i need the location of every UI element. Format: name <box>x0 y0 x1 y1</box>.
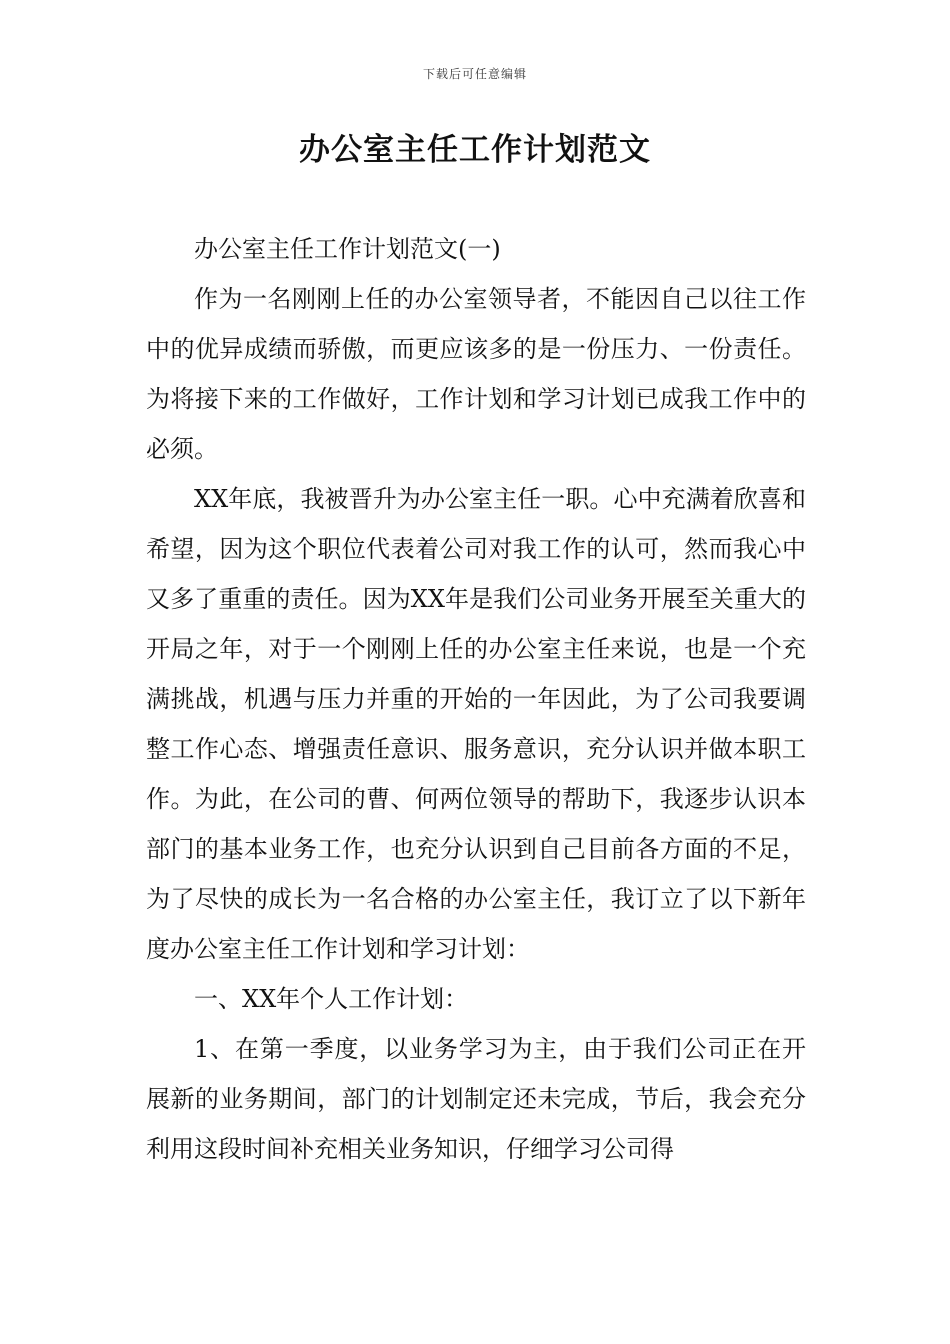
paragraph: XX年底，我被晋升为办公室主任一职。心中充满着欣喜和希望，因为这个职位代表着公司对我工作的认可，然而我心中又多了重重的责任。因为XX年是我们公司业务开展至关重大的开局之年，对于一个刚刚上任的办公室主任来说，也是一个充满挑战，机遇与压力并重的开始的一年因此，为了公司我要调整工作心态、增强责任意识、服务意识，充分认识并做本职工作。为此，在公司的曹、何两位领导的帮助下，我逐步认识本部门的基本业务工作，也充分认识到自己目前各方面的不足，为了尽快的成长为一名合格的办公室主任，我订立了以下新年度办公室主任工作计划和学习计划： <box>146 485 806 963</box>
section-heading: 办公室主任工作计划范文(一) <box>194 235 501 263</box>
document-body <box>146 224 806 1174</box>
document-title: 办公室主任工作计划范文 <box>299 132 651 168</box>
paragraph: 1、在第一季度，以业务学习为主，由于我们公司正在开展新的业务期间，部门的计划制定还未完成，节后，我会充分利用这段时间补充相关业务知识，仔细学习公司得 <box>146 1035 806 1163</box>
paragraph: 作为一名刚刚上任的办公室领导者，不能因自己以往工作中的优异成绩而骄傲，而更应该多的是一份压力、一份责任。为将接下来的工作做好，工作计划和学习计划已成我工作中的必须。 <box>146 285 806 463</box>
section-subheading: 一、XX年个人工作计划： <box>194 985 469 1013</box>
header-note: 下载后可任意编辑 <box>422 67 527 81</box>
